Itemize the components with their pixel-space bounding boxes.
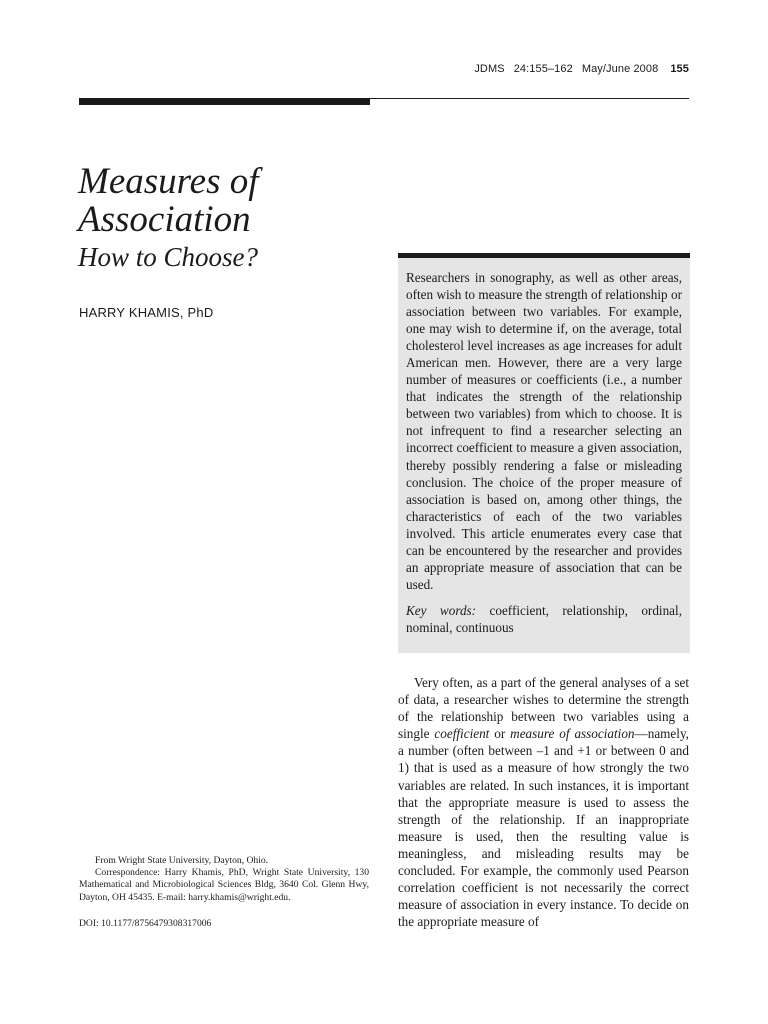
issue-date: May/June 2008 xyxy=(581,63,659,75)
volume-pages: 24:155–162 xyxy=(513,63,573,75)
doi: DOI: 10.1177/8756479308317006 xyxy=(79,918,212,929)
abstract-box xyxy=(398,253,690,653)
header-rule-thin xyxy=(370,98,689,99)
body-text-part-2: or xyxy=(489,726,511,742)
abstract-text: Researchers in sonography, as well as other areas, often wish to measure the strength of relationship or association between two variables. For example, one may wish to determine if, on the average, total cholesterol level increases as age increases for adult American men. However, there are a very large number of measures or coefficients (i.e., a number that indicates the strength of the relationship between two variables) from which to choose. It is not infrequent to find a researcher selecting an incorrect coefficient to measure a given association, thereby possibly rendering a false or misleading conclusion. The choice of the proper measure of association is based on, among other things, the characteristics of each of the two variables involved. This article enumerates every case that can be encountered by the researcher and provides an appropriate measure of association that can be used. xyxy=(406,270,682,592)
body-paragraph xyxy=(398,674,689,930)
footnote-correspondence: Correspondence: Harry Khamis, PhD, Wright State University, 130 Mathematical and Microbiological Sciences Bldg, 3640 Col. Glenn Hwy, Dayton, OH 45435. E-mail: harry.khamis@wright.edu. xyxy=(79,867,369,903)
running-header xyxy=(474,63,689,75)
title-line-2: Association xyxy=(78,199,251,240)
footnote-affiliation: From Wright State University, Dayton, Ohio. xyxy=(95,855,269,866)
keywords xyxy=(406,602,682,636)
article-subtitle: How to Choose? xyxy=(78,242,259,272)
title-line-1: Measures of xyxy=(78,161,259,202)
keywords-list: coefficient, relationship, ordinal, nominal, continuous xyxy=(406,602,682,635)
article-title xyxy=(78,163,378,272)
page-number: 155 xyxy=(670,63,689,75)
body-text-part-3: —namely, a number (often between –1 and +1 or between 0 and 1) that is used as a measure of how strongly the two variables are related. In such instances, it is important that the appropriate measure is used to assess the strength of the relationship. If an inappropriate measure is used, then the resulting value is meaningless, and misleading results may be concluded. For example, the commonly used Pearson correlation coefficient is not necessarily the correct measure of association in every instance. To decide on the appropriate measure of xyxy=(398,726,689,930)
term-measure-of-association: measure of association xyxy=(510,726,635,742)
term-coefficient: coefficient xyxy=(434,726,490,742)
header-rule-thick xyxy=(79,98,370,105)
author-name: HARRY KHAMIS, PhD xyxy=(79,305,214,320)
journal-name: JDMS xyxy=(474,63,505,75)
keywords-label: Key words: xyxy=(406,602,477,618)
body-text-part-1: Very often, as a part of the general analyses of a set of data, a researcher wishes to determine the strength of the relationship between two variables using a single xyxy=(398,675,689,742)
footnote xyxy=(79,855,369,904)
